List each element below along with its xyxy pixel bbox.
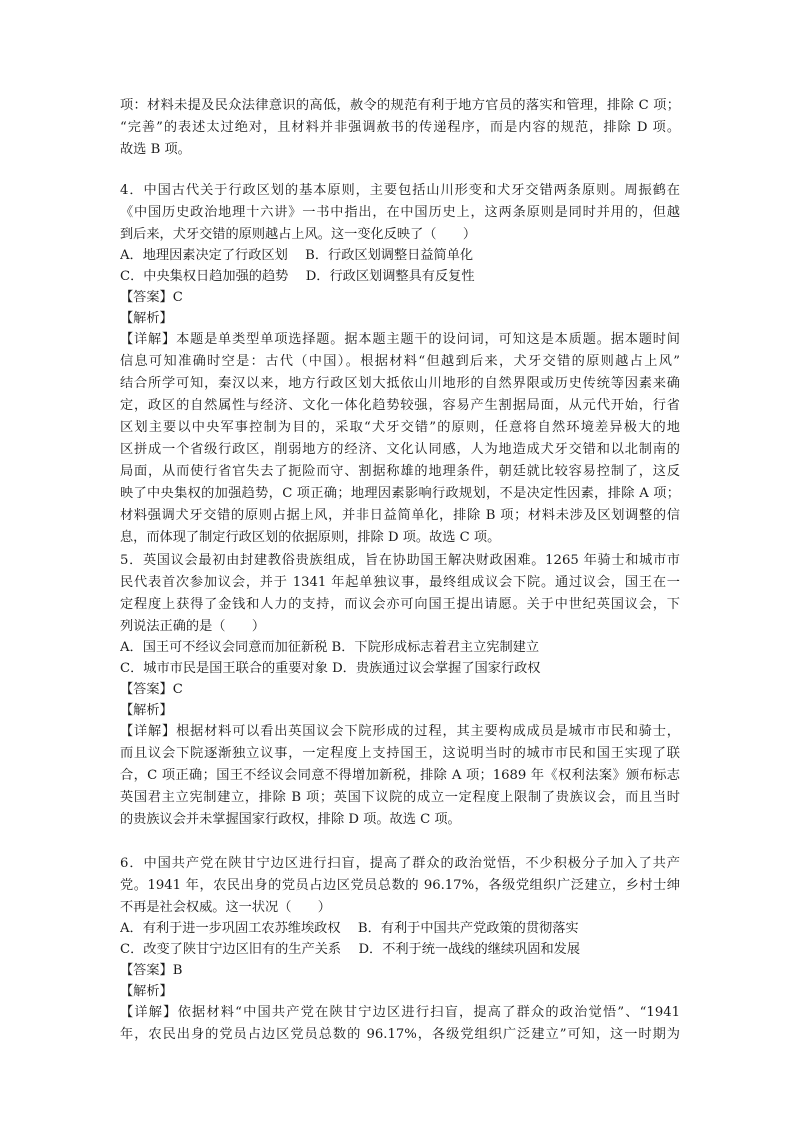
q5-detail-line-1: 【详解】根据材料可以看出英国议会下院形成的过程，其主要构成成员是城市市民和骑士， — [120, 724, 680, 739]
continuation-line-1: 项：材料未提及民众法律意识的高低，赦令的规范有利于地方官员的落实和管理，排除 C 项； — [120, 98, 680, 113]
q4-detail-line-3: 结合所学可知，秦汉以来，地方行政区划大抵依山川地形的自然界限或历史传统等因素来确 — [120, 376, 680, 391]
q5-stem-line-3: 定程度上获得了金钱和人力的支持，而议会亦可向国王提出请愿。关于中世纪英国议会，下 — [120, 597, 680, 612]
q6-stem-line-2: 党。1941 年，农民出身的党员占边区党员总数的 96.17%，各级党组织广泛建立，乡村士绅 — [120, 878, 680, 893]
q4-option-line-cd: C．中央集权日趋加强的趋势 D．行政区划调整具有反复性 — [120, 269, 475, 284]
q4-stem-line-2: 《中国历史政治地理十六讲》一书中指出，在中国历史上，这两条原则是同时并用的，但越 — [120, 205, 680, 220]
q4-stem-line-1: 4．中国古代关于行政区划的基本原则，主要包括山川形变和犬牙交错两条原则。周振鹤在 — [120, 183, 680, 198]
q6-stem-line-1: 6．中国共产党在陕甘宁边区进行扫盲，提高了群众的政治觉悟，不少积极分子加入了共产 — [120, 856, 680, 871]
q4-detail-line-2: 信息可知准确时空是：古代（中国）。根据材料“但越到后来，犬牙交错的原则越占上风” — [120, 354, 680, 369]
q5-stem-line-2: 民代表首次参加议会，并于 1341 年起单独议事，最终组成议会下院。通过议会，国王在一 — [120, 575, 680, 590]
q4-option-line-ab: A．地理因素决定了行政区划 B．行政区划调整日益简单化 — [120, 248, 474, 263]
q4-detail-line-8: 映了中央集权的加强趋势，C 项正确；地理因素影响行政规划，不是决定性因素，排除 A 项； — [120, 486, 680, 501]
q6-answer: 【答案】B — [120, 963, 183, 978]
q4-detail-line-1: 【详解】本题是单类型单项选择题。据本题主题干的设问词，可知这是本质题。据本题时间 — [120, 332, 680, 347]
q5-option-line-ab: A．国王可不经议会同意而加征新税 B．下院形成标志着君主立宪制建立 — [120, 640, 540, 655]
q5-option-line-cd: C．城市市民是国王联合的重要对象 D．贵族通过议会掌握了国家行政权 — [120, 661, 541, 676]
q4-detail-line-7: 局面，从而使行省官失去了扼险而守、割据称雄的地理条件，朝廷就比较容易控制了，这反 — [120, 464, 680, 479]
q4-detail-line-5: 区划主要以中央军事控制为目的，采取“犬牙交错”的原则，任意将自然环境差异极大的地 — [120, 420, 680, 435]
q5-detail-line-3: 合，C 项正确；国王不经议会同意不得增加新税，排除 A 项；1689 年《权利法案》颁布标志 — [120, 768, 680, 783]
q4-detail-line-10: 息，而体现了制定行政区划的依据原则，排除 D 项。故选 C 项。 — [120, 530, 501, 545]
q6-stem-line-3: 不再是社会权威。这一状况（ ） — [120, 900, 331, 915]
q5-analysis-label: 【解析】 — [120, 703, 173, 718]
q5-detail-line-5: 的贵族议会并未掌握国家行政权，排除 D 项。故选 C 项。 — [120, 812, 461, 827]
q5-stem-line-1: 5．英国议会最初由封建教俗贵族组成，旨在协助国王解决财政困难。1265 年骑士和城市市 — [120, 553, 680, 568]
q4-detail-line-9: 材料强调犬牙交错的原则占据上风，并非日益简单化，排除 B 项；材料未涉及区划调整的信 — [120, 508, 680, 523]
q4-detail-line-6: 区拼成一个省级行政区，削弱地方的经济、文化认同感，人为地造成犬牙交错和以北制南的 — [120, 442, 680, 457]
q4-analysis-label: 【解析】 — [120, 311, 173, 326]
continuation-line-3: 故选 B 项。 — [120, 142, 191, 157]
q6-analysis-label: 【解析】 — [120, 984, 173, 999]
q4-answer: 【答案】C — [120, 290, 183, 305]
q6-option-line-cd: C．改变了陕甘宁边区旧有的生产关系 D．不利于统一战线的继续巩固和发展 — [120, 942, 581, 957]
q4-detail-line-4: 定，政区的自然属性与经济、文化一体化趋势较强，容易产生割据局面，从元代开始，行省 — [120, 398, 680, 413]
q6-option-line-ab: A．有利于进一步巩固工农苏维埃政权 B．有利于中国共产党政策的贯彻落实 — [120, 921, 579, 936]
q4-stem-line-3: 到后来，犬牙交错的原则越占上风。这一变化反映了（ ） — [120, 227, 477, 242]
q5-stem-line-4: 列说法正确的是（ ） — [120, 619, 266, 634]
continuation-line-2: “完善”的表述太过绝对，且材料并非强调赦书的传递程序，而是内容的规范，排除 D 项。 — [120, 120, 680, 135]
q5-answer: 【答案】C — [120, 682, 183, 697]
q6-detail-line-1: 【详解】依据材料“中国共产党在陕甘宁边区进行扫盲，提高了群众的政治觉悟”、“1941 — [120, 1005, 680, 1020]
q5-detail-line-4: 英国君主立宪制建立，排除 B 项；英国下议院的成立一定程度上限制了贵族议会，而且当时 — [120, 790, 680, 805]
q5-detail-line-2: 而且议会下院逐渐独立议事，一定程度上支持国王，这说明当时的城市市民和国王实现了联 — [120, 746, 680, 761]
q6-detail-line-2: 年，农民出身的党员占边区党员总数的 96.17%，各级党组织广泛建立”可知，这一时期为 — [120, 1027, 680, 1042]
